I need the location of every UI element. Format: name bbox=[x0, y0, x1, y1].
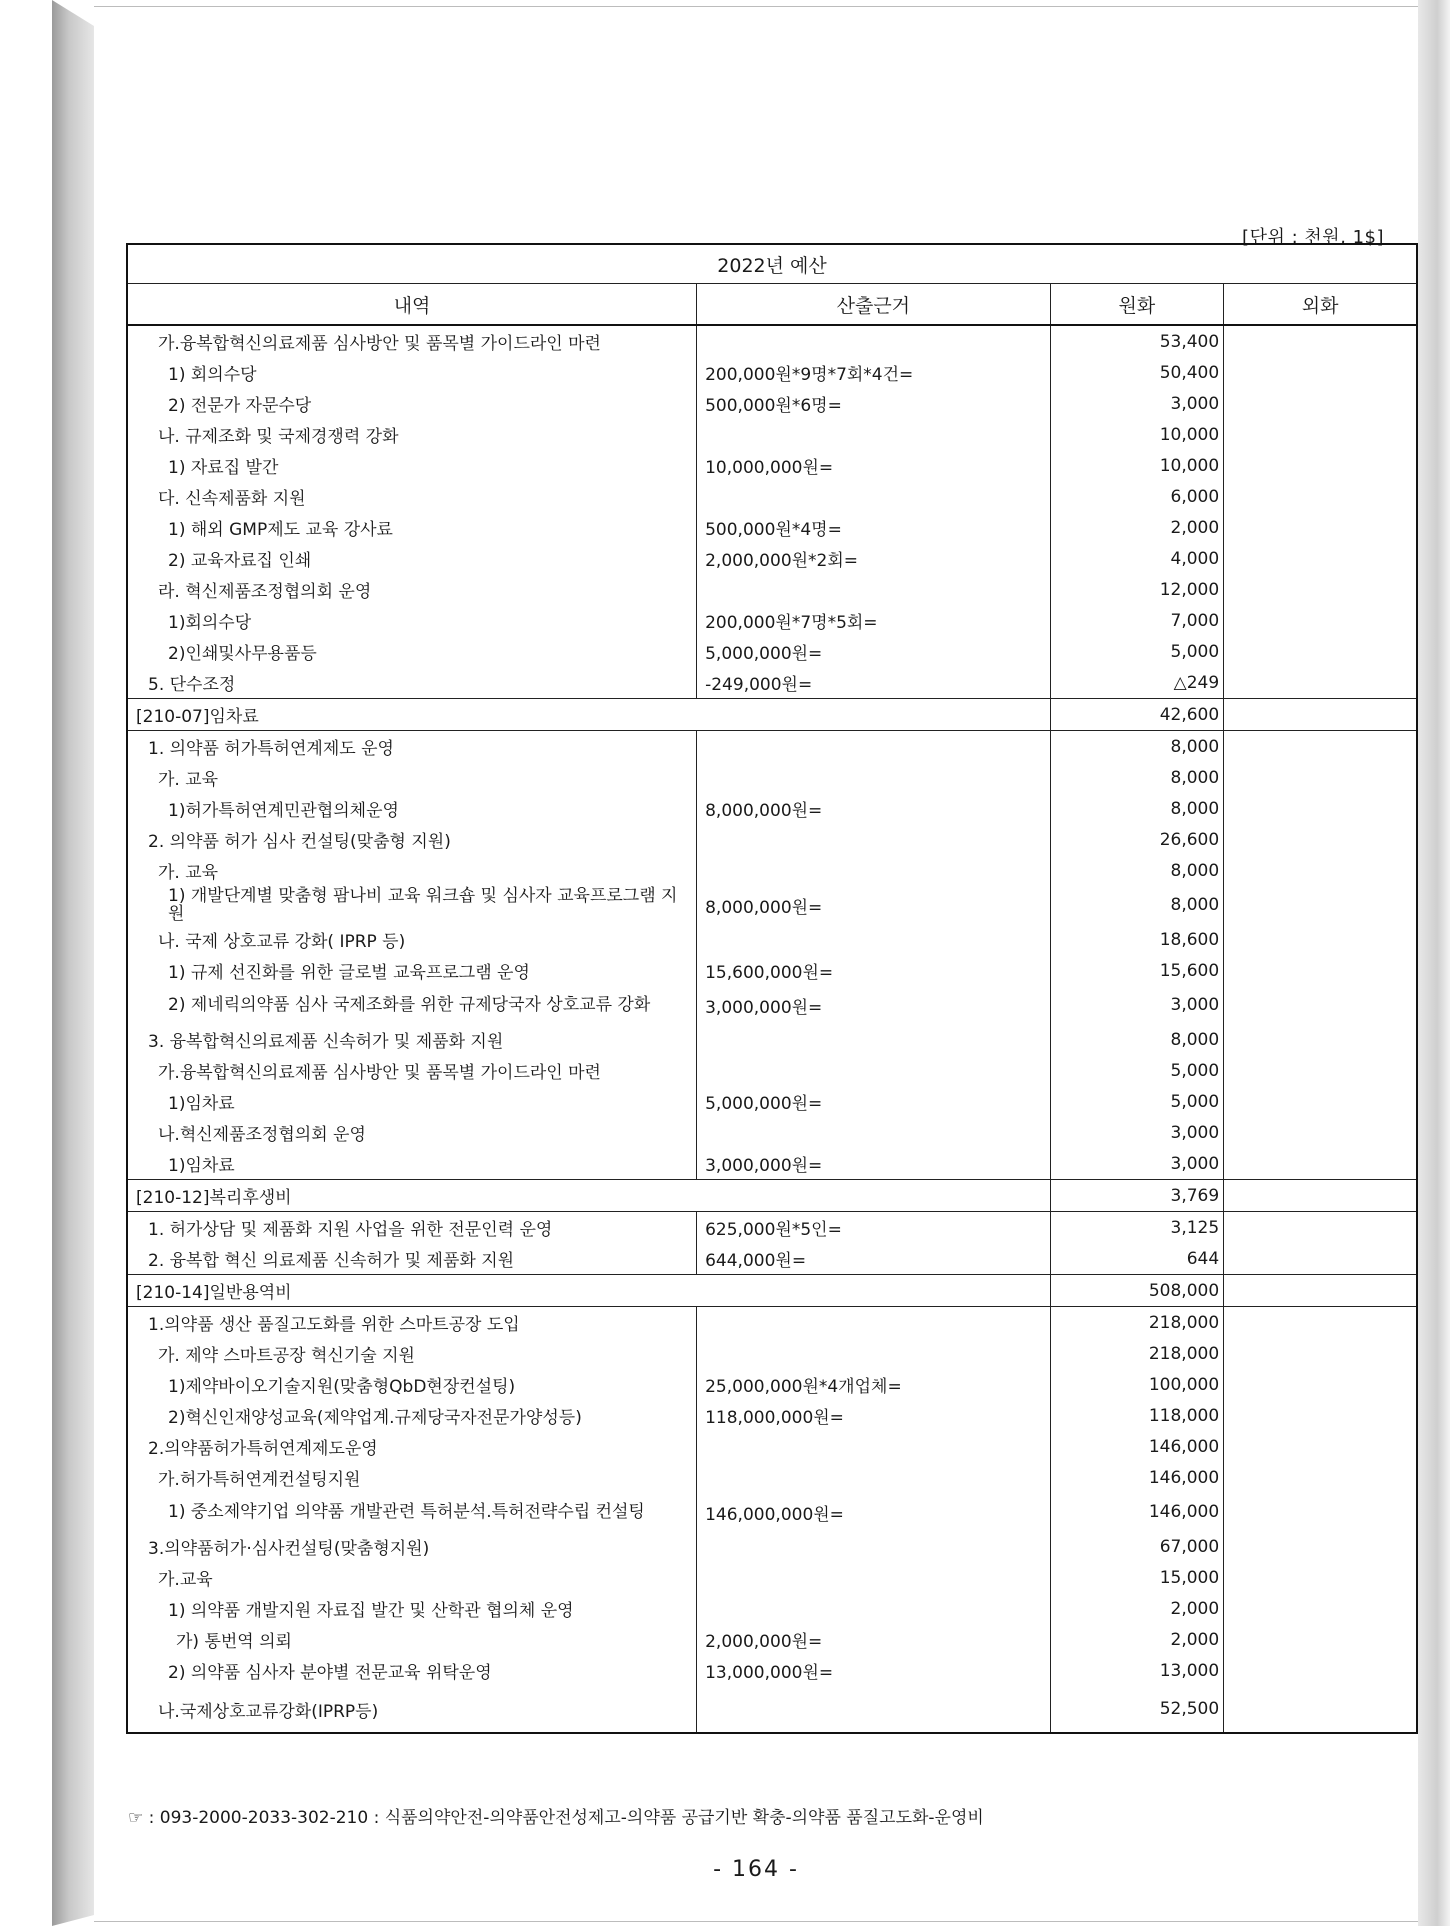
foreign-cell bbox=[1224, 886, 1417, 924]
foreign-cell bbox=[1224, 762, 1417, 793]
foreign-cell bbox=[1224, 1275, 1417, 1307]
item-cell: 1)제약바이오기술지원(맞춤형QbD현장컨설팅) bbox=[127, 1369, 697, 1400]
section-row bbox=[127, 1180, 1417, 1212]
basis-cell: 8,000,000원= bbox=[697, 793, 1050, 824]
foreign-cell bbox=[1224, 824, 1417, 855]
foreign-cell bbox=[1224, 731, 1417, 763]
page-number: - 164 - bbox=[713, 1857, 799, 1882]
krw-cell: 100,000 bbox=[1050, 1369, 1224, 1400]
krw-cell: 7,000 bbox=[1050, 605, 1224, 636]
foreign-cell bbox=[1224, 667, 1417, 699]
krw-cell: 118,000 bbox=[1050, 1400, 1224, 1431]
table-row bbox=[127, 1531, 1417, 1562]
table-row bbox=[127, 886, 1417, 924]
krw-cell: △249 bbox=[1050, 667, 1224, 699]
foreign-cell bbox=[1224, 955, 1417, 986]
krw-cell: 26,600 bbox=[1050, 824, 1224, 855]
basis-cell: 644,000원= bbox=[697, 1243, 1050, 1275]
table-row bbox=[127, 1593, 1417, 1624]
table-row bbox=[127, 986, 1417, 1024]
basis-cell bbox=[697, 1593, 1050, 1624]
item-cell: 나. 국제 상호교류 강화( IPRP 등) bbox=[127, 924, 697, 955]
table-row bbox=[127, 1212, 1417, 1244]
column-header-basis: 산출근거 bbox=[697, 284, 1050, 326]
foreign-cell bbox=[1224, 1180, 1417, 1212]
krw-cell: 2,000 bbox=[1050, 1624, 1224, 1655]
basis-cell bbox=[697, 1307, 1050, 1339]
item-cell: 가. 교육 bbox=[127, 762, 697, 793]
krw-cell: 13,000 bbox=[1050, 1655, 1224, 1686]
budget-table bbox=[126, 243, 1418, 1734]
krw-cell: 2,000 bbox=[1050, 512, 1224, 543]
item-cell: 1) 자료집 발간 bbox=[127, 450, 697, 481]
basis-cell: 5,000,000원= bbox=[697, 636, 1050, 667]
table-row bbox=[127, 357, 1417, 388]
table-row bbox=[127, 731, 1417, 763]
basis-cell: 10,000,000원= bbox=[697, 450, 1050, 481]
section-row bbox=[127, 699, 1417, 731]
table-row bbox=[127, 793, 1417, 824]
foreign-cell bbox=[1224, 605, 1417, 636]
table-row bbox=[127, 1055, 1417, 1086]
table-row bbox=[127, 1243, 1417, 1275]
krw-cell: 5,000 bbox=[1050, 636, 1224, 667]
item-cell: 1. 의약품 허가특허연계제도 운영 bbox=[127, 731, 697, 763]
table-row bbox=[127, 512, 1417, 543]
item-cell: 가.교육 bbox=[127, 1562, 697, 1593]
foreign-cell bbox=[1224, 1212, 1417, 1244]
table-row bbox=[127, 955, 1417, 986]
basis-cell bbox=[697, 924, 1050, 955]
krw-cell: 67,000 bbox=[1050, 1531, 1224, 1562]
krw-cell: 10,000 bbox=[1050, 419, 1224, 450]
basis-cell bbox=[697, 1686, 1050, 1733]
foreign-cell bbox=[1224, 574, 1417, 605]
basis-cell bbox=[697, 481, 1050, 512]
basis-cell: 15,600,000원= bbox=[697, 955, 1050, 986]
basis-cell: 118,000,000원= bbox=[697, 1400, 1050, 1431]
krw-cell: 8,000 bbox=[1050, 762, 1224, 793]
foreign-cell bbox=[1224, 357, 1417, 388]
basis-cell: 625,000원*5인= bbox=[697, 1212, 1050, 1244]
item-cell: 1)임차료 bbox=[127, 1086, 697, 1117]
item-cell: 2) 전문가 자문수당 bbox=[127, 388, 697, 419]
item-cell: 5. 단수조정 bbox=[127, 667, 697, 699]
basis-cell: 500,000원*4명= bbox=[697, 512, 1050, 543]
krw-cell: 3,000 bbox=[1050, 388, 1224, 419]
krw-cell: 8,000 bbox=[1050, 1024, 1224, 1055]
basis-cell bbox=[697, 855, 1050, 886]
foreign-cell bbox=[1224, 986, 1417, 1024]
foreign-cell bbox=[1224, 1117, 1417, 1148]
item-cell: 1) 의약품 개발지원 자료집 발간 및 산학관 협의체 운영 bbox=[127, 1593, 697, 1624]
table-row bbox=[127, 1086, 1417, 1117]
item-cell: 1) 개발단계별 맞춤형 팜나비 교육 워크숍 및 심사자 교육프로그램 지원 bbox=[127, 886, 697, 924]
item-cell: 2) 제네릭의약품 심사 국제조화를 위한 규제당국자 상호교류 강화 bbox=[127, 986, 697, 1024]
document-page bbox=[94, 6, 1418, 1922]
table-row bbox=[127, 1562, 1417, 1593]
basis-cell: 500,000원*6명= bbox=[697, 388, 1050, 419]
item-cell: 가.융복합혁신의료제품 심사방안 및 품목별 가이드라인 마련 bbox=[127, 325, 697, 357]
krw-cell: 8,000 bbox=[1050, 886, 1224, 924]
budget-table-body bbox=[127, 325, 1417, 1733]
table-row bbox=[127, 388, 1417, 419]
foreign-cell bbox=[1224, 1493, 1417, 1531]
krw-cell: 218,000 bbox=[1050, 1338, 1224, 1369]
item-cell: 3.의약품허가·심사컨설팅(맞춤형지원) bbox=[127, 1531, 697, 1562]
krw-cell: 3,769 bbox=[1050, 1180, 1224, 1212]
krw-cell: 5,000 bbox=[1050, 1086, 1224, 1117]
krw-cell: 2,000 bbox=[1050, 1593, 1224, 1624]
table-row bbox=[127, 1655, 1417, 1686]
table-row bbox=[127, 1431, 1417, 1462]
item-cell: 가.허가특허연계컨설팅지원 bbox=[127, 1462, 697, 1493]
basis-cell bbox=[697, 762, 1050, 793]
krw-cell: 52,500 bbox=[1050, 1686, 1224, 1733]
krw-cell: 3,000 bbox=[1050, 1148, 1224, 1180]
foreign-cell bbox=[1224, 1055, 1417, 1086]
foreign-cell bbox=[1224, 1624, 1417, 1655]
table-row bbox=[127, 481, 1417, 512]
table-row bbox=[127, 855, 1417, 886]
foreign-cell bbox=[1224, 325, 1417, 357]
basis-cell bbox=[697, 325, 1050, 357]
foreign-cell bbox=[1224, 1024, 1417, 1055]
item-cell: 1) 중소제약기업 의약품 개발관련 특허분석.특허전략수립 컨설팅 bbox=[127, 1493, 697, 1531]
basis-cell bbox=[697, 1531, 1050, 1562]
table-row bbox=[127, 1369, 1417, 1400]
item-cell: 나.혁신제품조정협의회 운영 bbox=[127, 1117, 697, 1148]
item-cell: 2) 의약품 심사자 분야별 전문교육 위탁운영 bbox=[127, 1655, 697, 1686]
foreign-cell bbox=[1224, 1400, 1417, 1431]
item-cell: 다. 신속제품화 지원 bbox=[127, 481, 697, 512]
item-cell: 2. 의약품 허가 심사 컨설팅(맞춤형 지원) bbox=[127, 824, 697, 855]
foreign-cell bbox=[1224, 1086, 1417, 1117]
item-cell: 1)회의수당 bbox=[127, 605, 697, 636]
item-cell: 1. 허가상담 및 제품화 지원 사업을 위한 전문인력 운영 bbox=[127, 1212, 697, 1244]
item-cell: 1)임차료 bbox=[127, 1148, 697, 1180]
section-row bbox=[127, 1275, 1417, 1307]
basis-cell bbox=[697, 824, 1050, 855]
basis-cell: 3,000,000원= bbox=[697, 1148, 1050, 1180]
foreign-cell bbox=[1224, 793, 1417, 824]
basis-cell bbox=[697, 1562, 1050, 1593]
foreign-cell bbox=[1224, 450, 1417, 481]
krw-cell: 8,000 bbox=[1050, 731, 1224, 763]
krw-cell: 8,000 bbox=[1050, 855, 1224, 886]
table-row bbox=[127, 419, 1417, 450]
krw-cell: 3,125 bbox=[1050, 1212, 1224, 1244]
table-row bbox=[127, 667, 1417, 699]
foreign-cell bbox=[1224, 1148, 1417, 1180]
basis-cell bbox=[697, 1338, 1050, 1369]
foreign-cell bbox=[1224, 1307, 1417, 1339]
foreign-cell bbox=[1224, 1462, 1417, 1493]
item-cell: 1) 회의수당 bbox=[127, 357, 697, 388]
table-row bbox=[127, 1624, 1417, 1655]
basis-cell bbox=[697, 1117, 1050, 1148]
krw-cell: 42,600 bbox=[1050, 699, 1224, 731]
item-cell: 가. 교육 bbox=[127, 855, 697, 886]
foreign-cell bbox=[1224, 855, 1417, 886]
item-cell: 1) 규제 선진화를 위한 글로벌 교육프로그램 운영 bbox=[127, 955, 697, 986]
item-cell: 3. 융복합혁신의료제품 신속허가 및 제품화 지원 bbox=[127, 1024, 697, 1055]
basis-cell: 5,000,000원= bbox=[697, 1086, 1050, 1117]
item-cell: 1) 해외 GMP제도 교육 강사료 bbox=[127, 512, 697, 543]
krw-cell: 5,000 bbox=[1050, 1055, 1224, 1086]
table-row bbox=[127, 450, 1417, 481]
foreign-cell bbox=[1224, 636, 1417, 667]
item-cell: 1)허가특허연계민관협의체운영 bbox=[127, 793, 697, 824]
table-row bbox=[127, 924, 1417, 955]
basis-cell: 3,000,000원= bbox=[697, 986, 1050, 1024]
foreign-cell bbox=[1224, 1686, 1417, 1733]
basis-cell: 200,000원*7명*5회= bbox=[697, 605, 1050, 636]
table-row bbox=[127, 1400, 1417, 1431]
foreign-cell bbox=[1224, 512, 1417, 543]
krw-cell: 3,000 bbox=[1050, 986, 1224, 1024]
foreign-cell bbox=[1224, 419, 1417, 450]
foreign-cell bbox=[1224, 1369, 1417, 1400]
basis-cell bbox=[697, 1462, 1050, 1493]
basis-cell: 2,000,000원*2회= bbox=[697, 543, 1050, 574]
basis-cell bbox=[697, 1024, 1050, 1055]
foreign-cell bbox=[1224, 1531, 1417, 1562]
krw-cell: 8,000 bbox=[1050, 793, 1224, 824]
item-cell: 라. 혁신제품조정협의회 운영 bbox=[127, 574, 697, 605]
unit-note: [단위 : 천원, 1$] bbox=[1242, 227, 1384, 248]
krw-cell: 6,000 bbox=[1050, 481, 1224, 512]
krw-cell: 12,000 bbox=[1050, 574, 1224, 605]
item-cell: 가. 제약 스마트공장 혁신기술 지원 bbox=[127, 1338, 697, 1369]
year-header: 2022년 예산 bbox=[127, 244, 1417, 284]
item-cell: 2) 교육자료집 인쇄 bbox=[127, 543, 697, 574]
krw-cell: 146,000 bbox=[1050, 1431, 1224, 1462]
foreign-cell bbox=[1224, 1243, 1417, 1275]
foreign-cell bbox=[1224, 1338, 1417, 1369]
item-cell: 가.융복합혁신의료제품 심사방안 및 품목별 가이드라인 마련 bbox=[127, 1055, 697, 1086]
basis-cell: 146,000,000원= bbox=[697, 1493, 1050, 1531]
krw-cell: 146,000 bbox=[1050, 1493, 1224, 1531]
table-row bbox=[127, 1338, 1417, 1369]
table-row bbox=[127, 636, 1417, 667]
krw-cell: 53,400 bbox=[1050, 325, 1224, 357]
krw-cell: 15,600 bbox=[1050, 955, 1224, 986]
basis-cell bbox=[697, 731, 1050, 763]
column-header-foreign: 외화 bbox=[1224, 284, 1417, 326]
page-shadow-right bbox=[1418, 0, 1450, 1926]
foreign-cell bbox=[1224, 543, 1417, 574]
krw-cell: 15,000 bbox=[1050, 1562, 1224, 1593]
foreign-cell bbox=[1224, 1593, 1417, 1624]
foreign-cell bbox=[1224, 699, 1417, 731]
basis-cell: 2,000,000원= bbox=[697, 1624, 1050, 1655]
table-row bbox=[127, 1024, 1417, 1055]
table-row bbox=[127, 1686, 1417, 1733]
column-header-item: 내역 bbox=[127, 284, 697, 326]
item-cell: 2.의약품허가특허연계제도운영 bbox=[127, 1431, 697, 1462]
foreign-cell bbox=[1224, 388, 1417, 419]
basis-cell: 25,000,000원*4개업체= bbox=[697, 1369, 1050, 1400]
table-row bbox=[127, 1462, 1417, 1493]
table-row bbox=[127, 543, 1417, 574]
foreign-cell bbox=[1224, 1562, 1417, 1593]
krw-cell: 508,000 bbox=[1050, 1275, 1224, 1307]
krw-cell: 10,000 bbox=[1050, 450, 1224, 481]
krw-cell: 50,400 bbox=[1050, 357, 1224, 388]
column-header-krw: 원화 bbox=[1050, 284, 1224, 326]
krw-cell: 644 bbox=[1050, 1243, 1224, 1275]
krw-cell: 3,000 bbox=[1050, 1117, 1224, 1148]
basis-cell: 13,000,000원= bbox=[697, 1655, 1050, 1686]
item-cell: [210-07]임차료 bbox=[127, 699, 1050, 731]
foreign-cell bbox=[1224, 1431, 1417, 1462]
item-cell: [210-14]일반용역비 bbox=[127, 1275, 1050, 1307]
item-cell: 2. 융복합 혁신 의료제품 신속허가 및 제품화 지원 bbox=[127, 1243, 697, 1275]
table-row bbox=[127, 762, 1417, 793]
basis-cell: -249,000원= bbox=[697, 667, 1050, 699]
item-cell: 1.의약품 생산 품질고도화를 위한 스마트공장 도입 bbox=[127, 1307, 697, 1339]
krw-cell: 218,000 bbox=[1050, 1307, 1224, 1339]
table-row bbox=[127, 1307, 1417, 1339]
foreign-cell bbox=[1224, 1655, 1417, 1686]
page-shadow-left bbox=[52, 0, 94, 1926]
item-cell: 가) 통번역 의뢰 bbox=[127, 1624, 697, 1655]
table-row bbox=[127, 1493, 1417, 1531]
item-cell: 나.국제상호교류강화(IPRP등) bbox=[127, 1686, 697, 1733]
basis-cell bbox=[697, 1431, 1050, 1462]
basis-cell: 8,000,000원= bbox=[697, 886, 1050, 924]
table-row bbox=[127, 1117, 1417, 1148]
table-row bbox=[127, 1148, 1417, 1180]
table-row bbox=[127, 325, 1417, 357]
basis-cell: 200,000원*9명*7회*4건= bbox=[697, 357, 1050, 388]
krw-cell: 18,600 bbox=[1050, 924, 1224, 955]
basis-cell bbox=[697, 419, 1050, 450]
table-row bbox=[127, 574, 1417, 605]
table-row bbox=[127, 605, 1417, 636]
item-cell: [210-12]복리후생비 bbox=[127, 1180, 1050, 1212]
krw-cell: 146,000 bbox=[1050, 1462, 1224, 1493]
item-cell: 2)혁신인재양성교육(제약업계.규제당국자전문가양성등) bbox=[127, 1400, 697, 1431]
basis-cell bbox=[697, 1055, 1050, 1086]
item-cell: 2)인쇄및사무용품등 bbox=[127, 636, 697, 667]
foreign-cell bbox=[1224, 481, 1417, 512]
footnote: ☞ : 093-2000-2033-302-210 : 식품의약안전-의약품안전성제고-의약품 공급기반 확충-의약품 품질고도화-운영비 bbox=[128, 1808, 984, 1828]
item-cell: 나. 규제조화 및 국제경쟁력 강화 bbox=[127, 419, 697, 450]
basis-cell bbox=[697, 574, 1050, 605]
foreign-cell bbox=[1224, 924, 1417, 955]
table-row bbox=[127, 824, 1417, 855]
krw-cell: 4,000 bbox=[1050, 543, 1224, 574]
